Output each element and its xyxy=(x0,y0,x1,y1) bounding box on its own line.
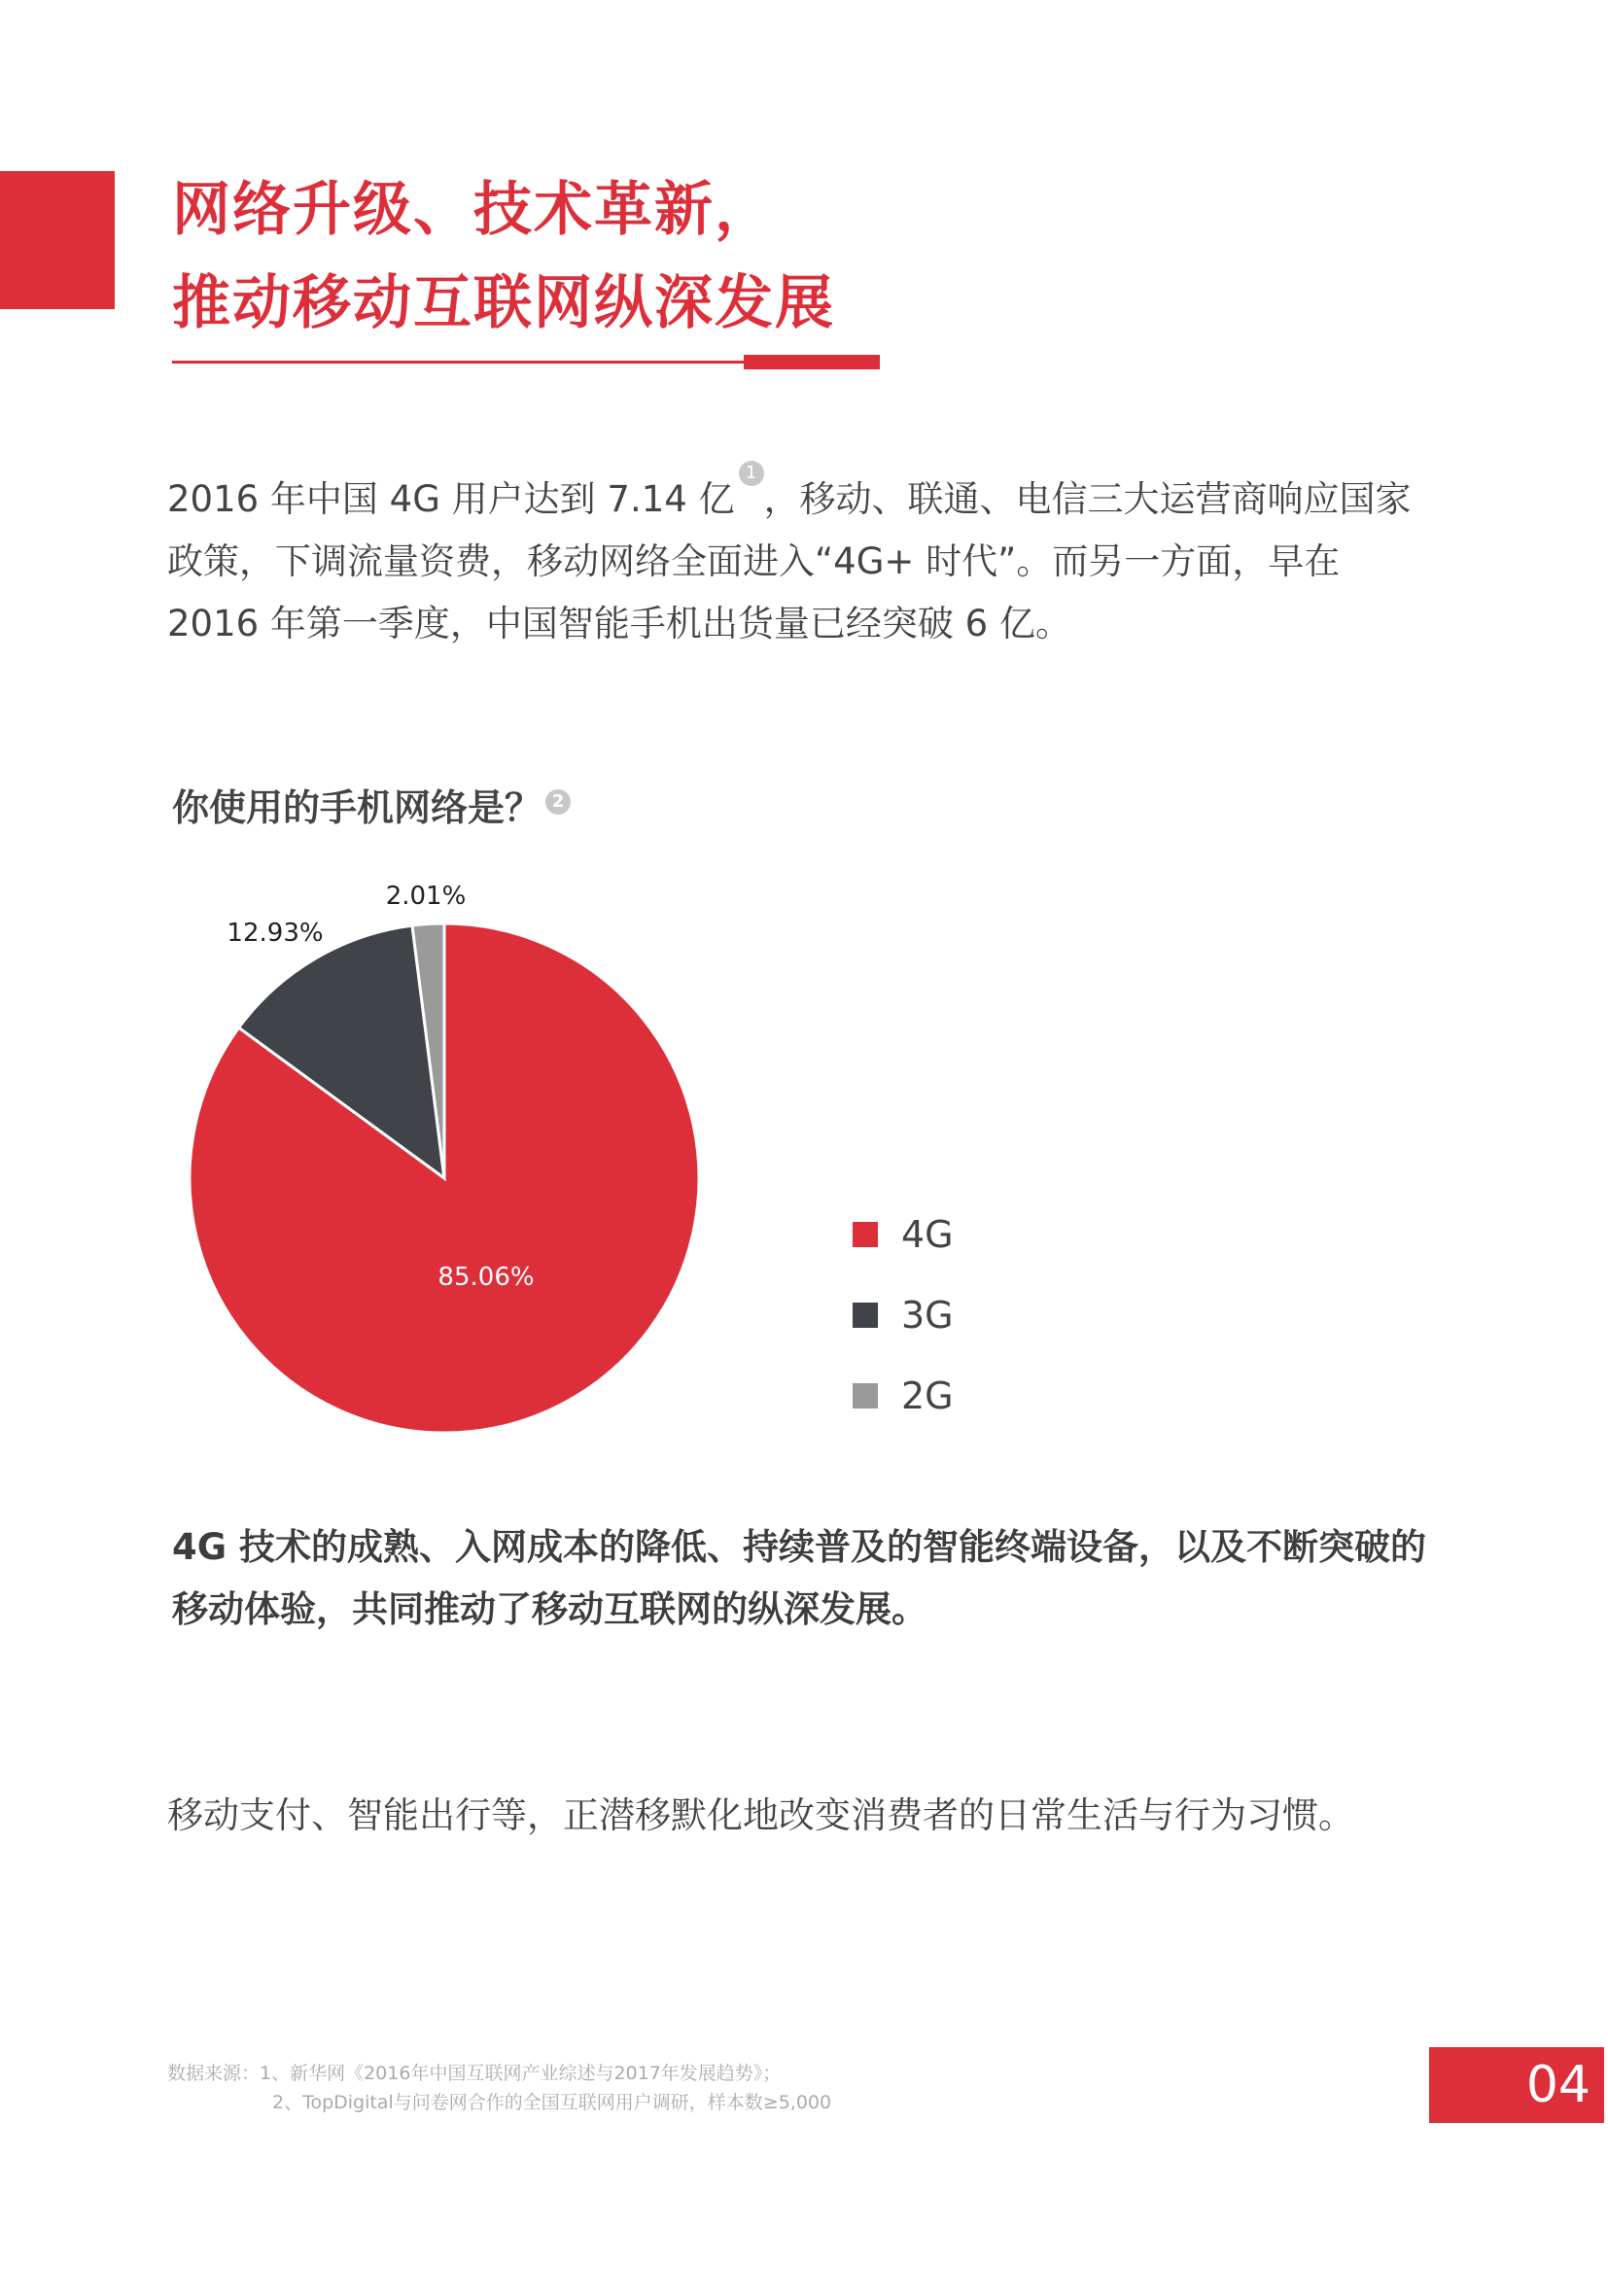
paragraph-2: 移动支付、智能出行等，正潜移默化地改变消费者的日常生活与行为习惯。 xyxy=(167,1794,1354,1836)
conclusion-text: 4G 技术的成熟、入网成本的降低、持续普及的智能终端设备，以及不断突破的移动体验，共同推动了移动互联网的纵深发展。 xyxy=(172,1526,1426,1630)
chart-question-text: 你使用的手机网络是？ xyxy=(172,786,542,829)
page-number: 04 xyxy=(1525,2056,1591,2114)
title-line-2: 推动移动互联网纵深发展 xyxy=(172,269,835,337)
pie-label-3g: 12.93% xyxy=(227,919,324,948)
page-number-box xyxy=(1429,2047,1604,2123)
pie-label-2g: 2.01% xyxy=(385,882,467,911)
data-sources xyxy=(167,2059,831,2117)
source-line-1: 数据来源：1、新华网《2016年中国互联网产业综述与2017年发展趋势》； xyxy=(167,2063,782,2084)
legend-item-3g xyxy=(853,1274,954,1355)
intro-text-end: ，移动、联通、电信三大运营商响应国家政策，下调流量资费，移动网络全面进入“4G+ 时代”。而另一方面，早在 2016 年第一季度，中国智能手机出货量已经突破 6 亿。 xyxy=(167,478,1412,644)
legend-swatch-2g xyxy=(853,1383,878,1409)
legend-label-3g: 3G xyxy=(901,1293,954,1337)
legend-item-2g xyxy=(853,1355,954,1436)
pie-label-4g: 85.06% xyxy=(437,1263,535,1292)
legend-label-2g: 2G xyxy=(901,1374,954,1417)
chart-legend xyxy=(853,1194,954,1436)
legend-item-4g xyxy=(853,1194,954,1274)
source-line-2: 2、TopDigital与问卷网合作的全国互联网用户调研，样本数≥5,000 xyxy=(272,2092,832,2113)
footnote-marker-2: 2 xyxy=(545,789,571,815)
title-line-1: 网络升级、技术革新， xyxy=(172,176,775,244)
legend-swatch-4g xyxy=(853,1222,878,1247)
footnote-marker-1: 1 xyxy=(739,461,764,486)
intro-text-start: 2016 年中国 4G 用户达到 7.14 亿 xyxy=(167,478,735,520)
legend-swatch-3g xyxy=(853,1303,878,1328)
legend-label-4g: 4G xyxy=(901,1212,954,1256)
